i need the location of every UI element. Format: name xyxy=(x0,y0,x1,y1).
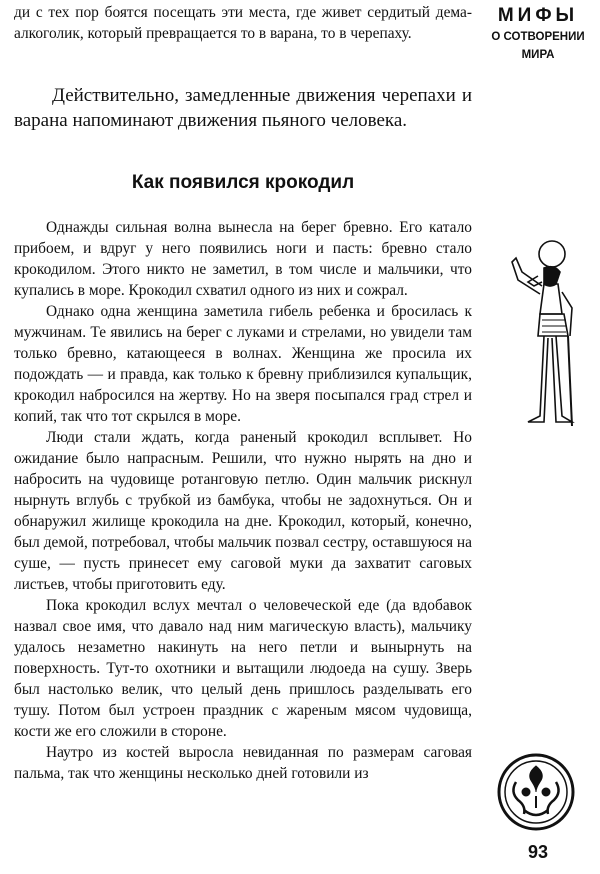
main-text-column xyxy=(14,0,472,784)
running-header xyxy=(482,4,594,64)
emphasis-paragraph: Действительно, замедленные движения черепахи и варана напоминают движения пьяного человека. xyxy=(14,85,472,131)
egyptian-deity-illustration xyxy=(494,236,586,436)
body-paragraph-4: Пока крокодил вслух мечтал о человеческой еде (да вдобавок назвал свое имя, что давало над ним магическую власть), мальчику удалось незаметно накинуть на него петли и вынырнуть на поверхность. Тут-то охотники и вытащили людоеда на сушу. Зверь был настолько велик, что целый день пришлось разделывать его тушу. Потом был устроен праздник с жареным мясом чудовища, кости же его сложили в стороне. xyxy=(14,597,472,740)
body-paragraph-2: Однако одна женщина заметила гибель ребенка и бросилась к мужчинам. Те явились на берег с луками и стрелами, но увидели там только бревно, катающееся в волнах. Женщина же просила их подождать — и правда, как только к бревну приблизился купальщик, крокодил набросился на жертву. Но на зверя посыпался град стрел и копий, так что тот скрылся в море. xyxy=(14,303,472,425)
body-paragraph-3: Люди стали ждать, когда раненый крокодил всплывет. Но ожидание было напрасным. Решили, что нужно нырять на дно и набросить на чудовище ротанговую петлю. Один мальчик рискнул нырнуть вглубь с трубкой из бамбука, чтобы не задохнуться. Он и обнаружил жилище крокодила на дне. Крокодил, который, конечно, был демой, потребовал, чтобы мальчик позвал сестру, оставшуюся на суше, — пусть принесет ему саговой муки да захватит саговых листьев, чтобы приготовить еду. xyxy=(14,429,472,593)
running-header-line-2: О СОТВОРЕНИИ xyxy=(491,31,585,43)
body-paragraph-1: Однажды сильная волна вынесла на берег бревно. Его катало прибоем, и вдруг у него появились ноги и пасть: бревно стало крокодилом. Этого никто не заметил, в том числе и мальчики, что купались в море. Крокодил схватил одного из них и сожрал. xyxy=(14,219,472,299)
intro-paragraph: ди с тех пор боятся посещать эти места, где живет сердитый дема-алкоголик, который превращается то в варана, то в черепаху. xyxy=(14,4,472,42)
running-header-line-1: МИФЫ xyxy=(497,5,579,26)
body-paragraph-5: Наутро из костей выросла невиданная по размерам саговая пальма, так что женщины несколько дней готовили из xyxy=(14,744,472,782)
decorative-seal-icon xyxy=(496,752,576,832)
page-number: 93 xyxy=(527,842,549,862)
chapter-title: Как появился крокодил xyxy=(131,172,355,193)
running-header-line-3: МИРА xyxy=(521,49,555,61)
